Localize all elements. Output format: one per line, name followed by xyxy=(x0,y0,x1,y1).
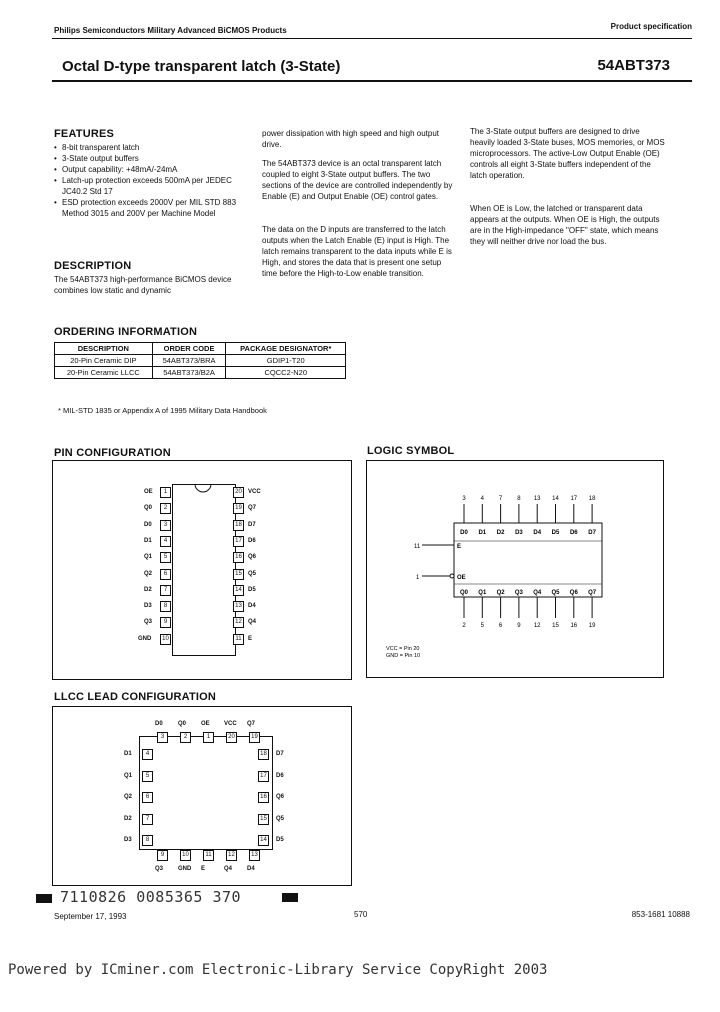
llcc-pin-label: OE xyxy=(201,721,210,727)
logic-top-pin: 3 xyxy=(462,496,466,502)
llcc-pin-number: 10 xyxy=(180,850,191,861)
dip-pin-number: 9 xyxy=(160,617,171,628)
llcc-pin-label: Q2 xyxy=(124,794,133,800)
table-cell: 20-Pin Ceramic LLCC xyxy=(55,367,153,379)
llcc-pin-label: D6 xyxy=(276,772,284,779)
table-cell: GDIP1-T20 xyxy=(226,355,346,367)
llcc-pin-label: Q4 xyxy=(224,866,233,872)
dip-notch xyxy=(193,483,213,493)
feature-item: • Output capability: +48mA/-24mA xyxy=(54,164,240,175)
table-row xyxy=(55,367,346,379)
logic-bottom-pin: 15 xyxy=(552,623,559,629)
llcc-pin-number: 16 xyxy=(258,792,269,803)
logic-q-label: Q1 xyxy=(478,590,487,596)
logic-top-pin: 7 xyxy=(498,496,503,502)
table-cell: 54ABT373/BRA xyxy=(152,355,226,367)
dip-pin-label: D0 xyxy=(144,521,152,528)
feature-item: • 8-bit transparent latch xyxy=(54,142,240,153)
dip-pin-number: 19 xyxy=(233,503,244,514)
dip-pin-label: GND xyxy=(138,635,152,642)
dip-pin-number: 1 xyxy=(160,487,171,498)
dip-pin-number: 4 xyxy=(160,536,171,547)
dip-pin-number: 10 xyxy=(160,634,171,645)
dip-pin-label: VCC xyxy=(248,489,261,495)
llcc-pin-number: 18 xyxy=(258,749,269,760)
llcc-pin-label: Q1 xyxy=(124,772,133,779)
logic-q-label: Q6 xyxy=(569,590,578,596)
dip-pin-number: 2 xyxy=(160,503,171,514)
dip-pin-label: Q7 xyxy=(248,505,257,512)
feature-item: • 3-State output buffers xyxy=(54,153,240,164)
llcc-pin-number: 1 xyxy=(203,732,214,743)
dip-pin-number: 16 xyxy=(233,552,244,563)
llcc-pin-number: 8 xyxy=(142,835,153,846)
logic-d-label: D7 xyxy=(588,530,596,536)
dip-pin-number: 11 xyxy=(233,634,244,645)
footer-date: September 17, 1993 xyxy=(54,912,127,921)
llcc-pin-number: 12 xyxy=(226,850,237,861)
dip-pin-label: Q1 xyxy=(144,554,153,561)
logic-oe-label: OE xyxy=(457,575,466,581)
llcc-pin-label: Q6 xyxy=(276,794,285,800)
llcc-pin-number: 7 xyxy=(142,814,153,825)
logic-q-label: Q4 xyxy=(533,590,542,596)
logic-e-pin: 11 xyxy=(414,544,421,550)
footer-page: 570 xyxy=(354,910,368,919)
col2-p3: The data on the D inputs are transferred to the latch outputs when the Latch Enable (E) input is High. The latch remains transparent to the data inputs while E is High, and stores the data that is present one setup time before the High-to-Low enable transition. xyxy=(262,225,452,278)
logic-bottom-pin: 19 xyxy=(588,623,596,629)
logic-top-pin: 17 xyxy=(570,496,578,502)
pin-config-heading: PIN CONFIGURATION xyxy=(54,447,171,459)
description-heading: DESCRIPTION xyxy=(54,260,132,272)
dip-pin-number: 13 xyxy=(233,601,244,612)
llcc-heading: LLCC LEAD CONFIGURATION xyxy=(54,691,217,703)
page-title: Octal D-type transparent latch (3-State) xyxy=(62,58,341,75)
logic-bottom-pin: 2 xyxy=(462,623,466,629)
dip-pin-number: 12 xyxy=(233,617,244,628)
ordering-column-header: PACKAGE DESIGNATOR* xyxy=(226,343,346,355)
llcc-pin-label: GND xyxy=(178,866,192,872)
col2-p2: The 54ABT373 device is an octal transparent latch coupled to eight 3-State output buffers. The two sections of the device are controlled independently by Enable (E) and Output Enable (OE) control gates. xyxy=(262,159,453,201)
dip-pin-number: 18 xyxy=(233,520,244,531)
llcc-pin-number: 11 xyxy=(203,850,214,861)
dip-pin-number: 7 xyxy=(160,585,171,596)
llcc-pin-label: D0 xyxy=(155,721,163,727)
llcc-body xyxy=(139,736,273,850)
logic-gnd-note: GND = Pin 10 xyxy=(386,653,421,659)
footer-code: 853-1681 10888 xyxy=(631,910,690,919)
llcc-pin-label: D5 xyxy=(276,837,284,843)
dip-pin-label: D2 xyxy=(144,586,152,593)
logic-q-label: Q0 xyxy=(459,590,469,596)
logic-q-label: Q7 xyxy=(588,590,597,596)
logic-top-pin: 18 xyxy=(588,496,596,502)
llcc-pin-number: 13 xyxy=(249,850,260,861)
llcc-pin-label: VCC xyxy=(224,721,237,727)
ordering-table xyxy=(54,342,346,379)
table-row xyxy=(55,355,346,367)
llcc-pin-number: 3 xyxy=(157,732,168,743)
dip-pin-label: D4 xyxy=(248,603,256,610)
dip-pin-number: 3 xyxy=(160,520,171,531)
llcc-pin-number: 4 xyxy=(142,749,153,760)
logic-top-pin: 14 xyxy=(552,496,559,502)
barcode-mark-left xyxy=(36,894,52,903)
logic-bottom-pin: 16 xyxy=(570,623,578,629)
llcc-pin-number: 6 xyxy=(142,792,153,803)
llcc-pin-number: 9 xyxy=(157,850,168,861)
logic-bottom-pin: 5 xyxy=(480,623,484,629)
dip-pin-label: D1 xyxy=(144,537,152,544)
logic-q-label: Q5 xyxy=(551,590,560,596)
dip-body xyxy=(172,484,236,656)
logic-oe-pin: 1 xyxy=(416,575,420,581)
llcc-pin-label: Q3 xyxy=(155,866,164,872)
dip-pin-number: 5 xyxy=(160,552,171,563)
ordering-note: * MIL-STD 1835 or Appendix A of 1995 Military Data Handbook xyxy=(58,406,267,415)
logic-bottom-pin: 6 xyxy=(498,623,503,629)
logic-bottom-pin: 12 xyxy=(533,623,541,629)
dip-pin-label: Q0 xyxy=(144,505,153,512)
llcc-pin-number: 19 xyxy=(249,732,260,743)
logic-e-label: E xyxy=(457,544,462,550)
logic-q-label: Q2 xyxy=(496,590,505,596)
logic-top-pin: 4 xyxy=(480,496,484,502)
llcc-pin-number: 15 xyxy=(258,814,269,825)
description-text: The 54ABT373 high-performance BiCMOS device combines low static and dynamic xyxy=(54,275,232,295)
col3-p2: When OE is Low, the latched or transparent data appears at the outputs. When OE is High, the outputs are in the High-impedance "OFF" state, which means they will neither drive nor load the bus. xyxy=(470,204,660,246)
barcode-text: 7110826 0085365 370 xyxy=(60,888,242,906)
ordering-column-header: ORDER CODE xyxy=(152,343,226,355)
llcc-pin-label: D2 xyxy=(124,815,132,822)
dip-pin-label: Q2 xyxy=(144,570,153,577)
barcode-mark-right xyxy=(282,893,298,902)
logic-d-label: D2 xyxy=(496,530,505,536)
llcc-pin-label: D1 xyxy=(124,751,132,757)
dip-pin-label: Q4 xyxy=(248,619,257,626)
logic-bottom-pin: 9 xyxy=(517,623,521,629)
dip-pin-label: D5 xyxy=(248,586,256,593)
llcc-pin-label: Q5 xyxy=(276,815,285,822)
logic-d-label: D0 xyxy=(460,530,468,536)
logic-symbol-diagram xyxy=(366,460,664,678)
llcc-pin-label: Q0 xyxy=(178,721,187,727)
dip-pin-number: 8 xyxy=(160,601,171,612)
feature-item: • Latch-up protection exceeds 500mA per JEDEC JC40.2 Std 17 xyxy=(54,175,240,197)
logic-d-label: D3 xyxy=(515,530,523,536)
llcc-pin-label: D4 xyxy=(247,866,255,872)
dip-pin-number: 6 xyxy=(160,569,171,580)
features-list xyxy=(54,142,240,219)
llcc-pin-number: 5 xyxy=(142,771,153,782)
logic-d-label: D1 xyxy=(478,530,487,536)
dip-pin-number: 17 xyxy=(233,536,244,547)
llcc-pin-number: 17 xyxy=(258,771,269,782)
features-heading: FEATURES xyxy=(54,128,115,140)
ordering-heading: ORDERING INFORMATION xyxy=(54,326,198,338)
table-cell: 54ABT373/B2A xyxy=(152,367,226,379)
logic-d-label: D6 xyxy=(569,530,578,536)
dip-pin-number: 20 xyxy=(233,487,244,498)
llcc-pin-label: Q7 xyxy=(247,721,256,727)
llcc-pin-label: D7 xyxy=(276,751,284,757)
llcc-pin-label: E xyxy=(201,866,206,872)
table-cell: CQCC2-N20 xyxy=(226,367,346,379)
logic-top-pin: 13 xyxy=(533,496,541,502)
dip-pin-label: Q5 xyxy=(248,570,257,577)
ordering-column-header: DESCRIPTION xyxy=(55,343,153,355)
dip-pin-label: D7 xyxy=(248,521,256,528)
dip-pin-number: 15 xyxy=(233,569,244,580)
llcc-pin-number: 20 xyxy=(226,732,237,743)
col2-p1: power dissipation with high speed and high output drive. xyxy=(262,129,440,149)
dip-pin-label: D6 xyxy=(248,537,256,544)
logic-d-label: D5 xyxy=(551,530,560,536)
dip-pin-label: Q6 xyxy=(248,554,257,561)
feature-item: • ESD protection exceeds 2000V per MIL STD 883 Method 3015 and 200V per Machine Model xyxy=(54,197,240,219)
llcc-pin-number: 14 xyxy=(258,835,269,846)
logic-top-pin: 8 xyxy=(517,496,521,502)
dip-pin-label: Q3 xyxy=(144,619,153,626)
logic-symbol-heading: LOGIC SYMBOL xyxy=(367,445,455,457)
part-number: 54ABT373 xyxy=(597,57,670,74)
llcc-pin-number: 2 xyxy=(180,732,191,743)
logic-d-label: D4 xyxy=(533,530,542,536)
doc-type: Product specification xyxy=(610,22,692,31)
llcc-pin-label: D3 xyxy=(124,837,132,843)
logic-q-label: Q3 xyxy=(514,590,523,596)
table-cell: 20-Pin Ceramic DIP xyxy=(55,355,153,367)
logic-vcc-note: VCC = Pin 20 xyxy=(386,646,420,652)
dip-pin-number: 14 xyxy=(233,585,244,596)
dip-pin-label: E xyxy=(248,635,253,642)
company-line: Philips Semiconductors Military Advanced BiCMOS Products xyxy=(54,26,287,35)
dip-pin-label: D3 xyxy=(144,603,152,610)
dip-pin-label: OE xyxy=(144,489,153,495)
powered-by: Powered by ICminer.com Electronic-Library Service CopyRight 2003 xyxy=(8,962,548,978)
col3-p1: The 3-State output buffers are designed to drive heavily loaded 3-State buses, MOS memories, or MOS microprocessors. The active-Low Output Enable (OE) controls all eight 3-State buffers independent of the latch operation. xyxy=(470,127,665,180)
